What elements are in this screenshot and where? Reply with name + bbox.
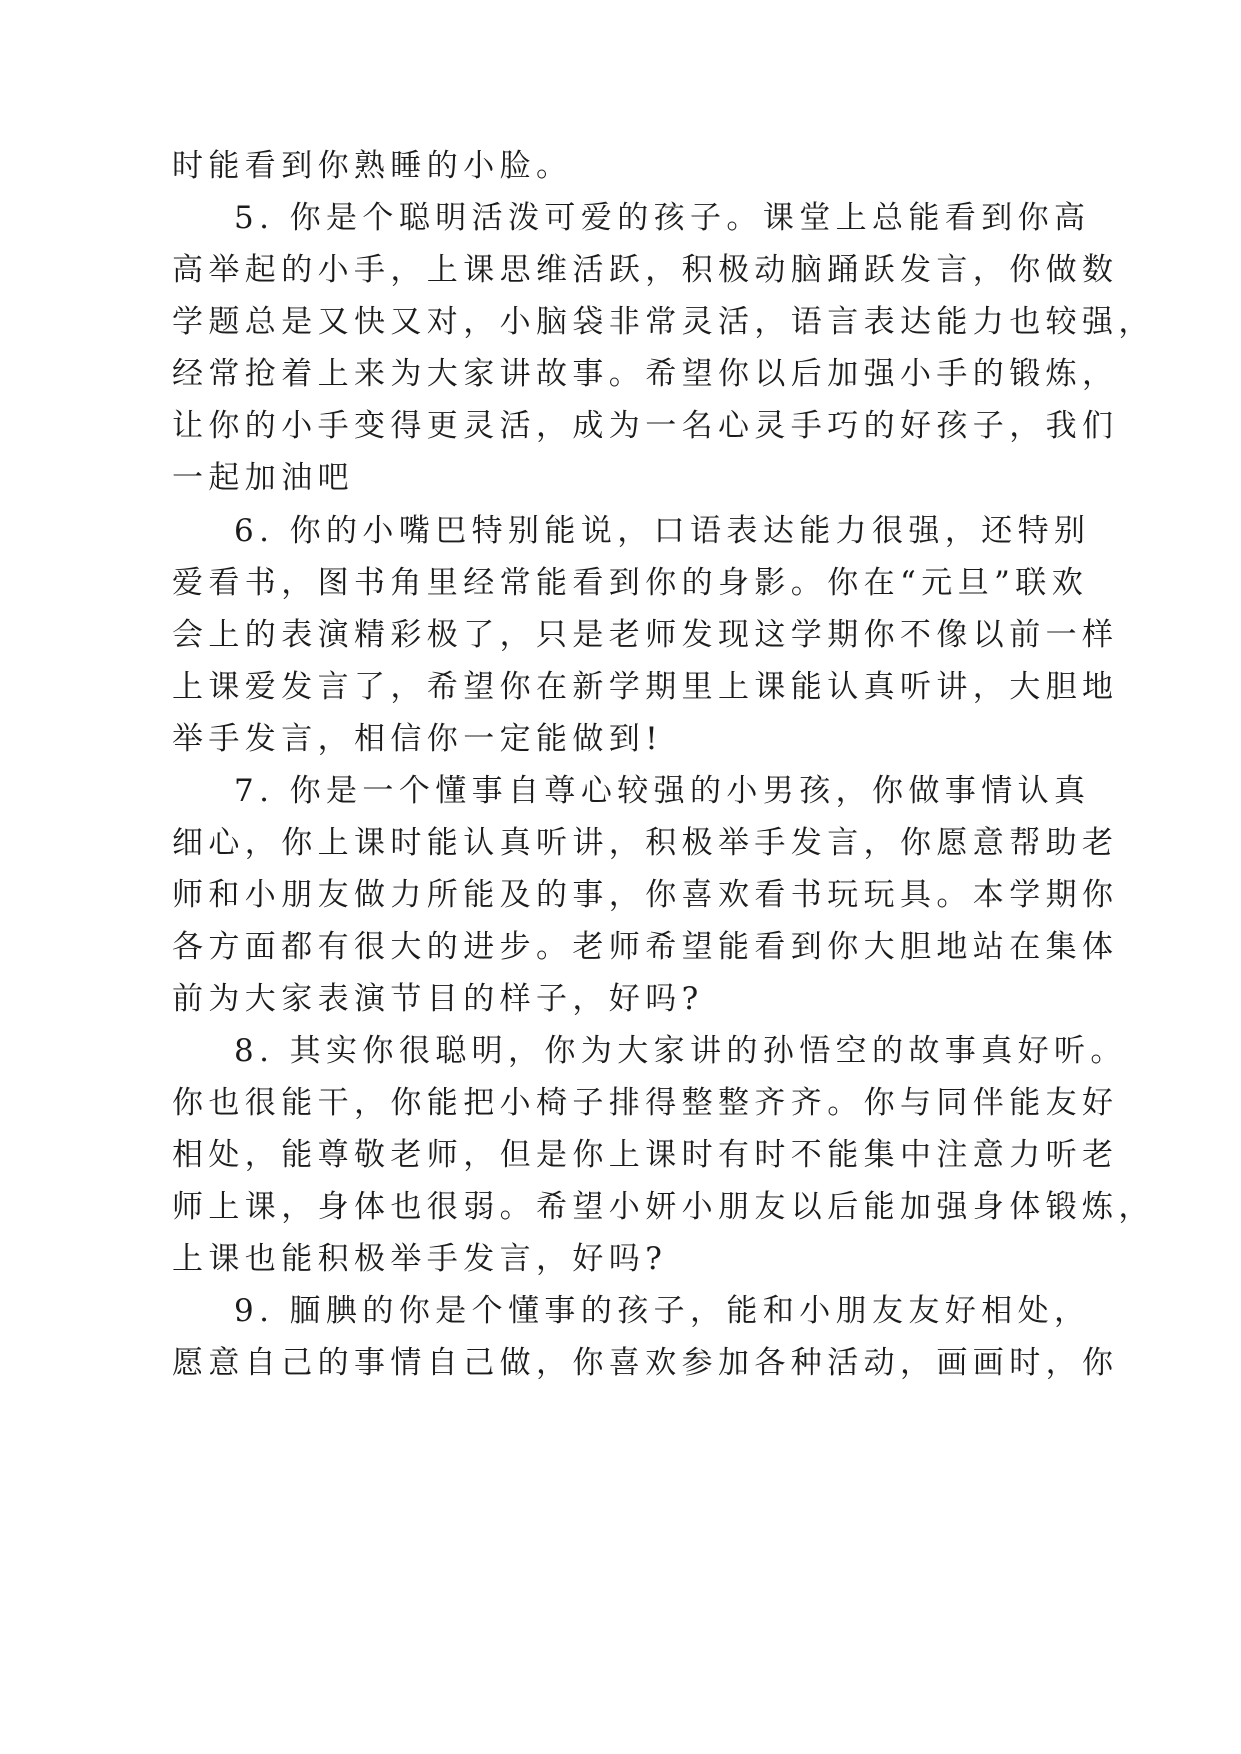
text-line: 举手发言，相信你一定能做到! bbox=[172, 721, 664, 757]
text-line: 会上的表演精彩极了，只是老师发现这学期你不像以前一样 bbox=[172, 617, 1119, 653]
text-line: 高举起的小手，上课思维活跃，积极动脑踊跃发言，你做数 bbox=[172, 252, 1119, 288]
text-line: 经常抢着上来为大家讲故事。希望你以后加强小手的锻炼， bbox=[172, 356, 1119, 392]
text-line: 让你的小手变得更灵活，成为一名心灵手巧的好孩子，我们 bbox=[172, 408, 1119, 444]
text-line: 师上课，身体也很弱。希望小妍小朋友以后能加强身体锻炼， bbox=[172, 1189, 1155, 1225]
paragraph-9-first-line: 9. 腼腆的你是个懂事的孩子，能和小朋友友好相处， bbox=[234, 1293, 1091, 1329]
paragraph-7-first-line: 7. 你是一个懂事自尊心较强的小男孩，你做事情认真 bbox=[234, 773, 1091, 809]
text-line: 上课爱发言了，希望你在新学期里上课能认真听讲，大胆地 bbox=[172, 669, 1119, 705]
text-line: 学题总是又快又对，小脑袋非常灵活，语言表达能力也较强， bbox=[172, 304, 1155, 340]
paragraph-8-first-line: 8. 其实你很聪明，你为大家讲的孙悟空的故事真好听。 bbox=[234, 1033, 1127, 1069]
text-line: 细心，你上课时能认真听讲，积极举手发言，你愿意帮助老 bbox=[172, 825, 1119, 861]
text-line: 一起加油吧 bbox=[172, 460, 354, 496]
text-line: 愿意自己的事情自己做，你喜欢参加各种活动，画画时，你 bbox=[172, 1345, 1119, 1381]
text-line: 师和小朋友做力所能及的事，你喜欢看书玩玩具。本学期你 bbox=[172, 877, 1119, 913]
text-line: 时能看到你熟睡的小脸。 bbox=[172, 148, 573, 184]
text-line: 前为大家表演节目的样子，好吗? bbox=[172, 981, 704, 1017]
text-line: 你也很能干，你能把小椅子排得整整齐齐。你与同伴能友好 bbox=[172, 1085, 1119, 1121]
text-line: 各方面都有很大的进步。老师希望能看到你大胆地站在集体 bbox=[172, 929, 1119, 965]
text-line: 爱看书，图书角里经常能看到你的身影。你在“元旦”联欢 bbox=[172, 565, 1089, 601]
paragraph-5-first-line: 5. 你是个聪明活泼可爱的孩子。课堂上总能看到你高 bbox=[234, 200, 1091, 236]
text-line: 上课也能积极举手发言，好吗? bbox=[172, 1241, 668, 1277]
paragraph-6-first-line: 6. 你的小嘴巴特别能说，口语表达能力很强，还特别 bbox=[234, 513, 1091, 549]
text-line: 相处，能尊敬老师，但是你上课时有时不能集中注意力听老 bbox=[172, 1137, 1119, 1173]
